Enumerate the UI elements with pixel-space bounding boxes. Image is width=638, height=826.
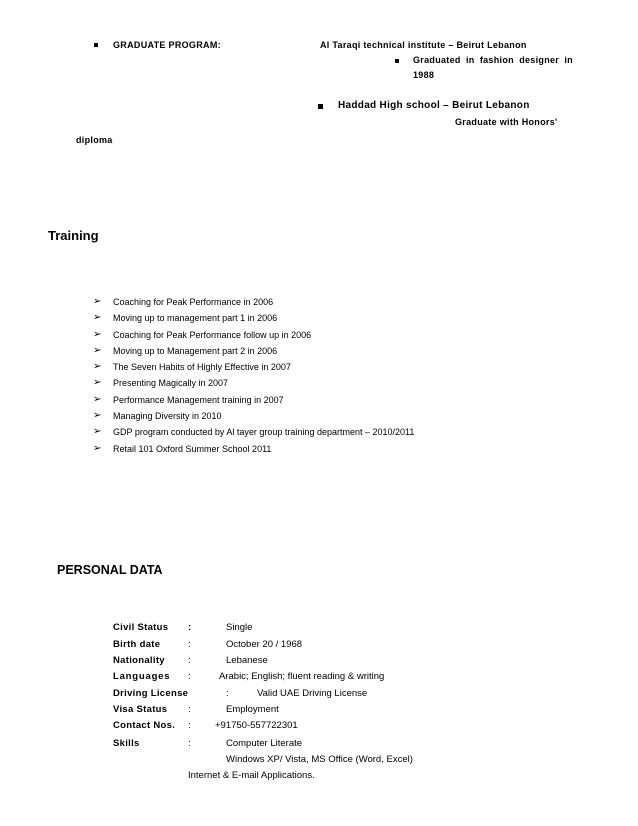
training-item-text: Coaching for Peak Performance follow up in 2006 [113, 329, 312, 340]
contact-nos-label: Contact Nos. [113, 720, 176, 731]
arrow-bullet-icon: ➢ [93, 442, 102, 454]
training-item-text: Managing Diversity in 2010 [113, 411, 222, 422]
training-item-text: Retail 101 Oxford Summer School 2011 [113, 443, 272, 454]
graduated-line [413, 55, 573, 65]
skills-colon: : [188, 738, 191, 749]
personal-data-title: PERSONAL DATA [57, 563, 163, 577]
list-item [0, 377, 638, 393]
languages-value: Arabic; English; fluent reading & writing [219, 671, 385, 682]
list-item [0, 329, 638, 345]
driving-license-label: Driving License [113, 688, 189, 699]
arrow-bullet-icon: ➢ [93, 312, 102, 324]
arrow-bullet-icon: ➢ [93, 296, 102, 307]
graduated-year: 1988 [413, 70, 435, 80]
arrow-bullet-icon: ➢ [93, 393, 102, 405]
visa-status-colon: : [188, 704, 191, 715]
diploma-text: diploma [76, 135, 113, 145]
training-list [0, 296, 638, 459]
nationality-colon: : [188, 655, 191, 666]
list-item [0, 443, 638, 459]
training-item-text: Presenting Magically in 2007 [113, 378, 229, 389]
arrow-bullet-icon: ➢ [93, 377, 102, 389]
civil-status-label: Civil Status [113, 622, 169, 633]
graduated-word: in [564, 55, 573, 65]
graduated-word: fashion [479, 55, 514, 65]
bullet-square-icon [94, 43, 98, 47]
list-item [0, 361, 638, 377]
visa-status-value: Employment [226, 704, 279, 715]
arrow-bullet-icon: ➢ [93, 410, 102, 422]
institute-name: Al Taraqi technical institute – Beirut Lebanon [320, 40, 527, 50]
training-item-text: Moving up to Management part 2 in 2006 [113, 345, 278, 356]
skills-value: Computer Literate [226, 738, 303, 749]
arrow-bullet-icon: ➢ [93, 344, 102, 356]
graduate-program-label: GRADUATE PROGRAM: [113, 40, 221, 50]
skills-line-3: Internet & E-mail Applications. [188, 770, 315, 781]
training-item-text: Moving up to management part 1 in 2006 [113, 313, 278, 324]
training-item-text: Coaching for Peak Performance in 2006 [113, 297, 274, 307]
honors-text: Graduate with Honors' [455, 117, 558, 127]
training-title: Training [48, 228, 99, 243]
training-item-text: Performance Management training in 2007 [113, 394, 284, 405]
skills-line-2: Windows XP/ Vista, MS Office (Word, Excel) [226, 754, 413, 765]
high-school-name: Haddad High school – Beirut Lebanon [338, 100, 530, 111]
nationality-label: Nationality [113, 655, 165, 666]
list-item [0, 410, 638, 426]
list-item [0, 426, 638, 442]
contact-nos-colon: : [188, 720, 191, 731]
list-item [0, 312, 638, 328]
graduated-word: Graduated [413, 55, 461, 65]
birth-date-label: Birth date [113, 639, 161, 650]
birth-date-value: October 20 / 1968 [226, 639, 303, 650]
nationality-value: Lebanese [226, 655, 268, 666]
skills-label: Skills [113, 738, 140, 749]
training-item-text: GDP program conducted by Al tayer group training department – 2010/2011 [113, 427, 415, 438]
visa-status-label: Visa Status [113, 704, 168, 715]
graduated-word: designer [519, 55, 560, 65]
arrow-bullet-icon: ➢ [93, 328, 102, 340]
languages-label: Languages [113, 671, 171, 682]
arrow-bullet-icon: ➢ [93, 426, 102, 438]
civil-status-value: Single [226, 622, 253, 633]
training-item-text: The Seven Habits of Highly Effective in 2007 [113, 362, 291, 373]
bullet-square-icon [395, 59, 399, 63]
birth-date-colon: : [188, 639, 191, 650]
list-item [0, 394, 638, 410]
languages-colon: : [188, 671, 191, 682]
civil-status-colon: : [188, 622, 192, 633]
bullet-square-icon [318, 104, 323, 109]
driving-license-colon: : [226, 688, 229, 699]
arrow-bullet-icon: ➢ [93, 361, 102, 373]
contact-nos-value: +91750-557722301 [215, 720, 298, 731]
driving-license-value: Valid UAE Driving License [257, 688, 368, 699]
graduated-word: in [465, 55, 475, 65]
list-item [0, 296, 638, 312]
list-item [0, 345, 638, 361]
